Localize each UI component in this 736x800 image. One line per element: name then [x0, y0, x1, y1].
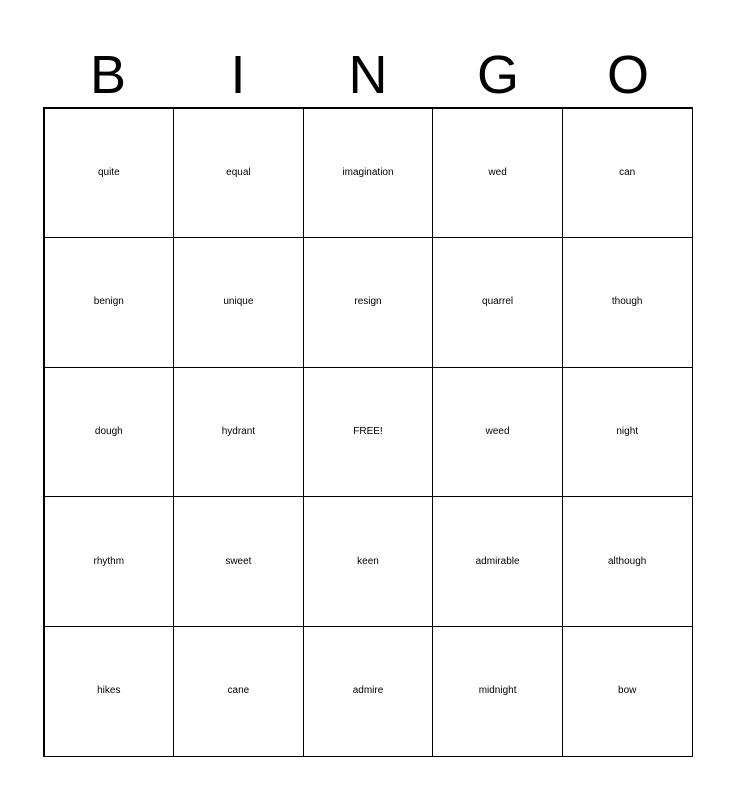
bingo-cell: although — [562, 496, 693, 627]
bingo-header — [43, 45, 693, 105]
bingo-cell: resign — [303, 237, 434, 368]
bingo-cell: keen — [303, 496, 434, 627]
bingo-cell: hikes — [44, 626, 175, 757]
bingo-cell: unique — [173, 237, 304, 368]
bingo-cell: admirable — [432, 496, 563, 627]
bingo-cell: equal — [173, 108, 304, 239]
bingo-cell: wed — [432, 108, 563, 239]
bingo-cell: can — [562, 108, 693, 239]
bingo-cell: night — [562, 367, 693, 498]
bingo-cell: sweet — [173, 496, 304, 627]
bingo-cell: dough — [44, 367, 175, 498]
bingo-cell: quite — [44, 108, 175, 239]
bingo-cell: admire — [303, 626, 434, 757]
header-letter-o: O — [606, 45, 649, 105]
header-letter-b: B — [89, 45, 127, 105]
bingo-cell: bow — [562, 626, 693, 757]
bingo-cell: hydrant — [173, 367, 304, 498]
bingo-cell: weed — [432, 367, 563, 498]
bingo-cell: quarrel — [432, 237, 563, 368]
bingo-cell: though — [562, 237, 693, 368]
bingo-cell: FREE! — [303, 367, 434, 498]
header-letter-i: I — [230, 45, 246, 105]
bingo-grid — [43, 107, 693, 757]
bingo-cell: cane — [173, 626, 304, 757]
bingo-cell: midnight — [432, 626, 563, 757]
bingo-cell: rhythm — [44, 496, 175, 627]
header-letter-g: G — [476, 45, 519, 105]
bingo-cell: imagination — [303, 108, 434, 239]
bingo-cell: benign — [44, 237, 175, 368]
header-letter-n: N — [348, 45, 388, 105]
